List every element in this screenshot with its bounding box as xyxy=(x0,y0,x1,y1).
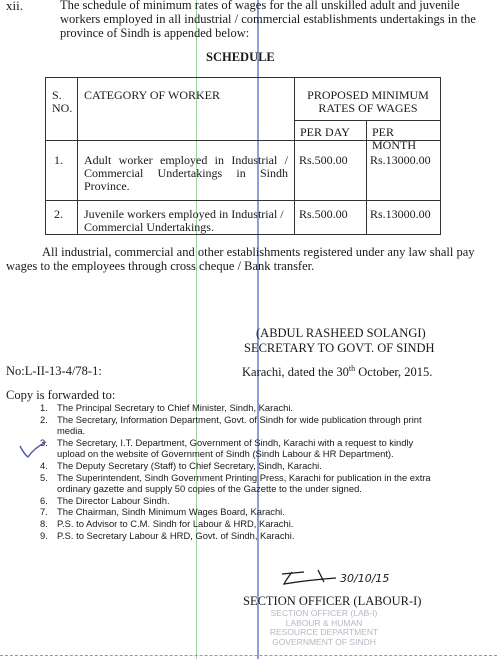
row-2-category-line: Juvenile workers employed in Industrial / xyxy=(84,207,284,221)
table-divider xyxy=(294,120,440,121)
signatory-name: (ABDUL RASHEED SOLANGI) xyxy=(256,326,426,340)
dated-line xyxy=(242,364,432,380)
list-item xyxy=(40,414,480,437)
row-1-category-line: Adult worker employed in Industrial / xyxy=(84,153,288,167)
list-item-text: The Superintendent, Sindh Government Printing Press, Karachi for publication in the extra ordinary gazette and supply 50 copies of the Gazette to the under signed. xyxy=(57,471,431,495)
list-item-text: The Director Labour Sindh. xyxy=(57,494,170,506)
header-sno xyxy=(52,89,72,115)
list-item-number: 8. xyxy=(40,517,48,529)
header-per-month: PER MONTH xyxy=(372,125,416,152)
closing-paragraph xyxy=(0,245,480,273)
list-item-number: 7. xyxy=(40,506,48,518)
signature-date: 30/10/15 xyxy=(340,572,390,585)
dated-suffix: th xyxy=(348,364,356,373)
intro-line: workers employed in all industrial / commercial establishments undertakings in the xyxy=(60,12,476,26)
row-1-category-line: Province. xyxy=(84,179,130,193)
section-officer-title: SECTION OFFICER (LABOUR-I) xyxy=(243,594,422,608)
list-item-number: 5. xyxy=(40,471,48,483)
list-item xyxy=(40,495,480,507)
copy-forwarded-heading: Copy is forwarded to: xyxy=(6,388,116,402)
closing-line: All industrial, commercial and other establishments registered under any law shall pay xyxy=(42,245,475,259)
row-2-per-day: Rs.500.00 xyxy=(299,207,348,221)
dated-text: Karachi, dated the 30 xyxy=(242,365,349,380)
list-item xyxy=(40,402,480,414)
intro-number: xii. xyxy=(6,0,23,13)
table-divider xyxy=(77,78,78,234)
intro-line: The schedule of minimum rates of wages for the all unskilled adult and juvenile xyxy=(60,0,460,12)
list-item-text: The Secretary, I.T. Department, Government of Sindh, Karachi with a request to kindly upload on the website of Government of Sindh (Sindh Labour & HR Department). xyxy=(57,436,414,460)
list-item-text: The Deputy Secretary (Staff) to Chief Secretary, Sindh, Karachi. xyxy=(57,459,322,471)
row-2-per-month: Rs.13000.00 xyxy=(370,207,431,221)
list-item-number: 6. xyxy=(40,494,48,506)
row-2-category xyxy=(84,208,294,234)
list-item xyxy=(40,437,480,460)
list-item-number: 1. xyxy=(40,402,48,413)
row-2-sno: 2. xyxy=(54,207,63,221)
row-1-per-month: Rs.13000.00 xyxy=(370,153,431,167)
header-category: CATEGORY OF WORKER xyxy=(84,88,221,102)
list-item xyxy=(40,518,480,530)
list-item-number: 2. xyxy=(40,413,48,425)
reference-number: No:L-II-13-4/78-1: xyxy=(6,364,102,378)
intro-line: province of Sindh is appended below: xyxy=(60,26,250,40)
list-item-text: P.S. to Advisor to C.M. Sindh for Labour & HRD, Karachi. xyxy=(57,517,294,529)
list-item-text: P.S. to Secretary Labour & HRD, Govt. of Sindh, Karachi. xyxy=(57,529,295,541)
stamp-line: RESOURCE DEPARTMENT xyxy=(269,627,379,637)
row-1-per-day: Rs.500.00 xyxy=(299,153,348,167)
signatory-title: SECRETARY TO GOVT. OF SINDH xyxy=(244,341,435,355)
list-item xyxy=(40,460,480,472)
schedule-table xyxy=(45,77,441,235)
official-stamp xyxy=(254,609,394,647)
list-item-number: 3. xyxy=(40,436,48,448)
recipients-list xyxy=(40,402,480,541)
header-proposed-line: RATES OF WAGES xyxy=(318,101,418,115)
stamp-line: LABOUR & HUMAN xyxy=(285,617,363,628)
dated-text-end: October, 2015. xyxy=(355,365,433,380)
closing-line: wages to the employees through cross cheque / Bank transfer. xyxy=(6,259,315,273)
header-per-day: PER DAY xyxy=(300,125,350,139)
schedule-heading: SCHEDULE xyxy=(206,50,275,64)
row-1-category xyxy=(84,154,288,193)
header-proposed-line: PROPOSED MINIMUM xyxy=(307,88,429,102)
table-divider xyxy=(46,200,440,201)
intro-paragraph xyxy=(60,0,480,40)
list-item-text: The Secretary, Information Department, Govt. of Sindh for wide publication through print media. xyxy=(57,413,422,437)
header-sno-line: NO. xyxy=(52,101,73,115)
header-sno-line: S. xyxy=(52,88,62,102)
list-item xyxy=(40,506,480,518)
list-item-text: The Principal Secretary to Chief Minister, Sindh, Karachi. xyxy=(57,402,294,413)
stamp-line: GOVERNMENT OF SINDH xyxy=(272,636,376,647)
stamp-line: SECTION OFFICER (LAB-I) xyxy=(270,608,378,618)
row-2-category-line: Commercial Undertakings. xyxy=(84,220,214,234)
list-item-number: 4. xyxy=(40,459,48,471)
header-proposed-rates xyxy=(294,89,442,115)
row-1-category-line: Commercial Undertakings in Sindh xyxy=(84,166,288,180)
list-item xyxy=(40,472,480,495)
row-1-sno: 1. xyxy=(54,153,63,167)
scan-bottom-edge xyxy=(0,655,497,656)
list-item-number: 9. xyxy=(40,529,48,541)
list-item xyxy=(40,530,480,542)
handwritten-checkmark-icon xyxy=(18,440,48,460)
table-divider xyxy=(366,120,367,234)
list-item-text: The Chairman, Sindh Minimum Wages Board, Karachi. xyxy=(57,506,285,518)
